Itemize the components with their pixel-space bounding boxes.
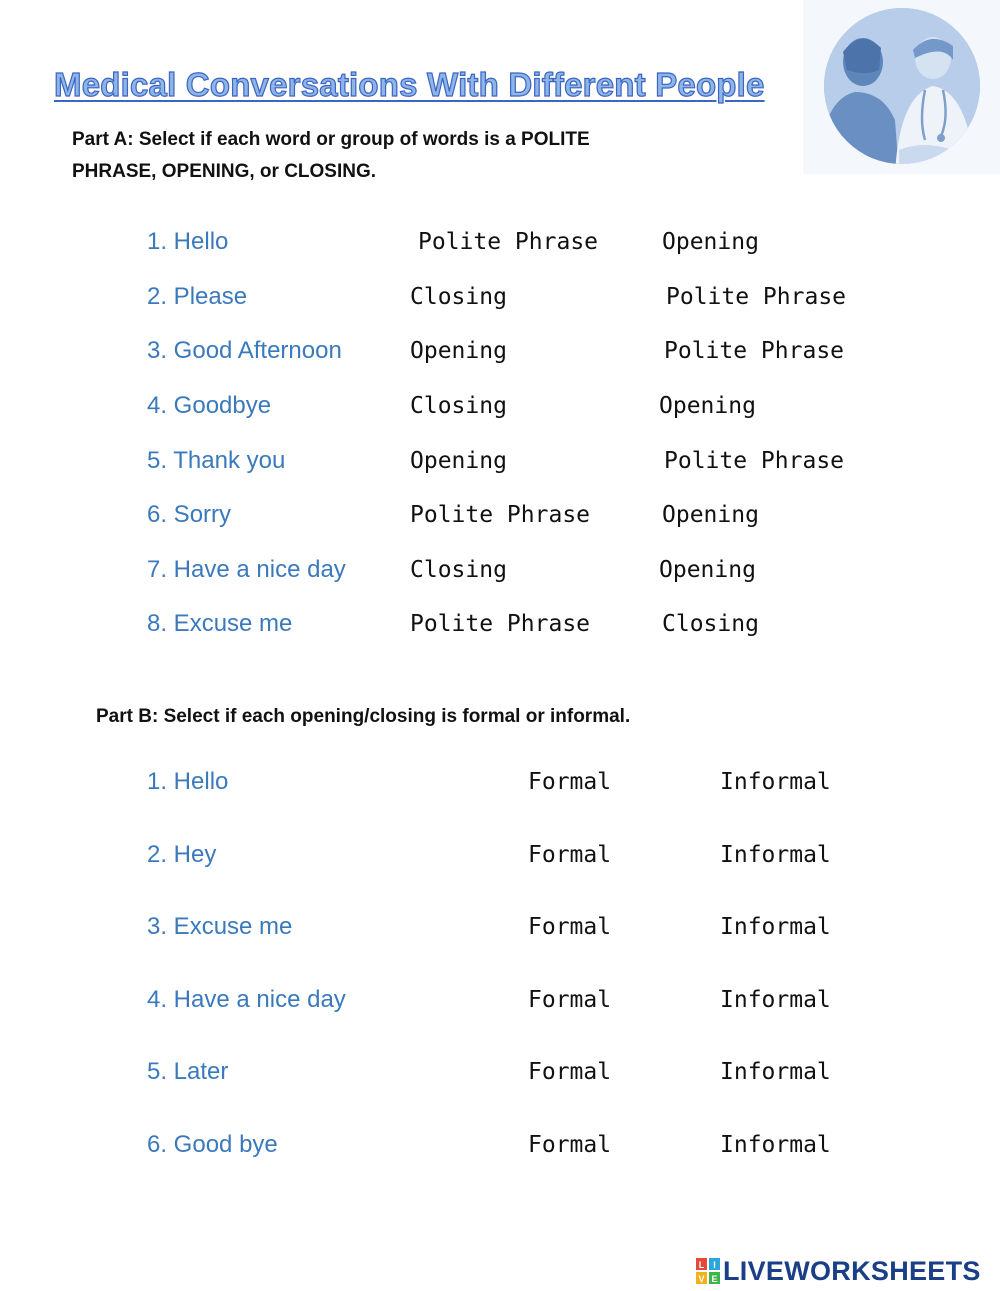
part-a-item-1-option-2[interactable]: Opening xyxy=(662,229,759,255)
part-a-instruction-line1: Part A: Select if each word or group of words is a POLITE xyxy=(72,129,590,150)
liveworksheets-logo xyxy=(696,1254,981,1288)
svg-text:E: E xyxy=(711,1274,718,1284)
part-a-item-1-label: 1. Hello xyxy=(147,228,229,255)
part-b-item-5-informal[interactable]: Informal xyxy=(720,1059,831,1085)
worksheet-title: Medical Conversations With Different People xyxy=(54,66,765,103)
svg-text:L: L xyxy=(698,1260,705,1270)
part-a-item-7-label: 7. Have a nice day xyxy=(147,556,346,583)
part-a-item-3-label: 3. Good Afternoon xyxy=(147,337,342,364)
part-b-item-2-formal[interactable]: Formal xyxy=(528,842,612,868)
part-b-item-3-label: 3. Excuse me xyxy=(147,913,293,940)
part-a-item-2-label: 2. Please xyxy=(147,283,248,310)
part-b-item-2-label: 2. Hey xyxy=(147,841,217,868)
part-a-item-5-option-1[interactable]: Opening xyxy=(410,448,507,474)
part-b-item-2-informal[interactable]: Informal xyxy=(720,842,831,868)
doctor-patient-illustration xyxy=(803,0,1000,174)
part-a-item-2-option-2[interactable]: Polite Phrase xyxy=(666,284,847,310)
part-a-item-6-label: 6. Sorry xyxy=(147,501,232,528)
part-a-item-4-option-2[interactable]: Opening xyxy=(659,393,756,419)
part-b-item-1-label: 1. Hello xyxy=(147,768,229,795)
part-a-item-4-option-1[interactable]: Closing xyxy=(410,393,507,419)
doctor-patient-icon xyxy=(803,0,1000,174)
part-b-item-6-informal[interactable]: Informal xyxy=(720,1132,831,1158)
part-a-item-7-option-1[interactable]: Closing xyxy=(410,557,507,583)
part-b-instructions: Part B: Select if each opening/closing is formal or informal. xyxy=(96,706,631,727)
part-b-item-5-formal[interactable]: Formal xyxy=(528,1059,612,1085)
part-b-item-4-formal[interactable]: Formal xyxy=(528,987,612,1013)
part-a-item-8-option-1[interactable]: Polite Phrase xyxy=(410,611,591,637)
part-a-item-7-option-2[interactable]: Opening xyxy=(659,557,756,583)
part-a-item-3-option-1[interactable]: Opening xyxy=(410,338,507,364)
svg-text:V: V xyxy=(698,1274,705,1284)
part-b-item-3-informal[interactable]: Informal xyxy=(720,914,831,940)
part-b-item-6-label: 6. Good bye xyxy=(147,1131,278,1158)
part-a-item-5-label: 5. Thank you xyxy=(147,447,286,474)
part-b-item-3-formal[interactable]: Formal xyxy=(528,914,612,940)
part-a-item-2-option-1[interactable]: Closing xyxy=(410,284,507,310)
part-a-instruction-line2: PHRASE, OPENING, or CLOSING. xyxy=(72,161,377,182)
part-a-item-6-option-2[interactable]: Opening xyxy=(662,502,759,528)
part-b-item-1-formal[interactable]: Formal xyxy=(528,769,612,795)
svg-text:I: I xyxy=(713,1260,716,1270)
part-a-item-8-option-2[interactable]: Closing xyxy=(662,611,759,637)
part-a-item-5-option-2[interactable]: Polite Phrase xyxy=(664,448,845,474)
part-a-item-6-option-1[interactable]: Polite Phrase xyxy=(410,502,591,528)
liveworksheets-brand-text: LIVEWORKSHEETS xyxy=(723,1255,981,1286)
liveworksheets-blocks-icon xyxy=(696,1258,720,1284)
part-b-item-5-label: 5. Later xyxy=(147,1058,229,1085)
part-a-item-8-label: 8. Excuse me xyxy=(147,610,293,637)
part-a-item-1-option-1[interactable]: Polite Phrase xyxy=(418,229,599,255)
part-a-item-4-label: 4. Goodbye xyxy=(147,392,272,419)
part-a-instructions xyxy=(72,124,792,188)
part-b-item-4-informal[interactable]: Informal xyxy=(720,987,831,1013)
part-b-item-1-informal[interactable]: Informal xyxy=(720,769,831,795)
part-b-item-4-label: 4. Have a nice day xyxy=(147,986,346,1013)
part-b-item-6-formal[interactable]: Formal xyxy=(528,1132,612,1158)
part-a-item-3-option-2[interactable]: Polite Phrase xyxy=(664,338,845,364)
